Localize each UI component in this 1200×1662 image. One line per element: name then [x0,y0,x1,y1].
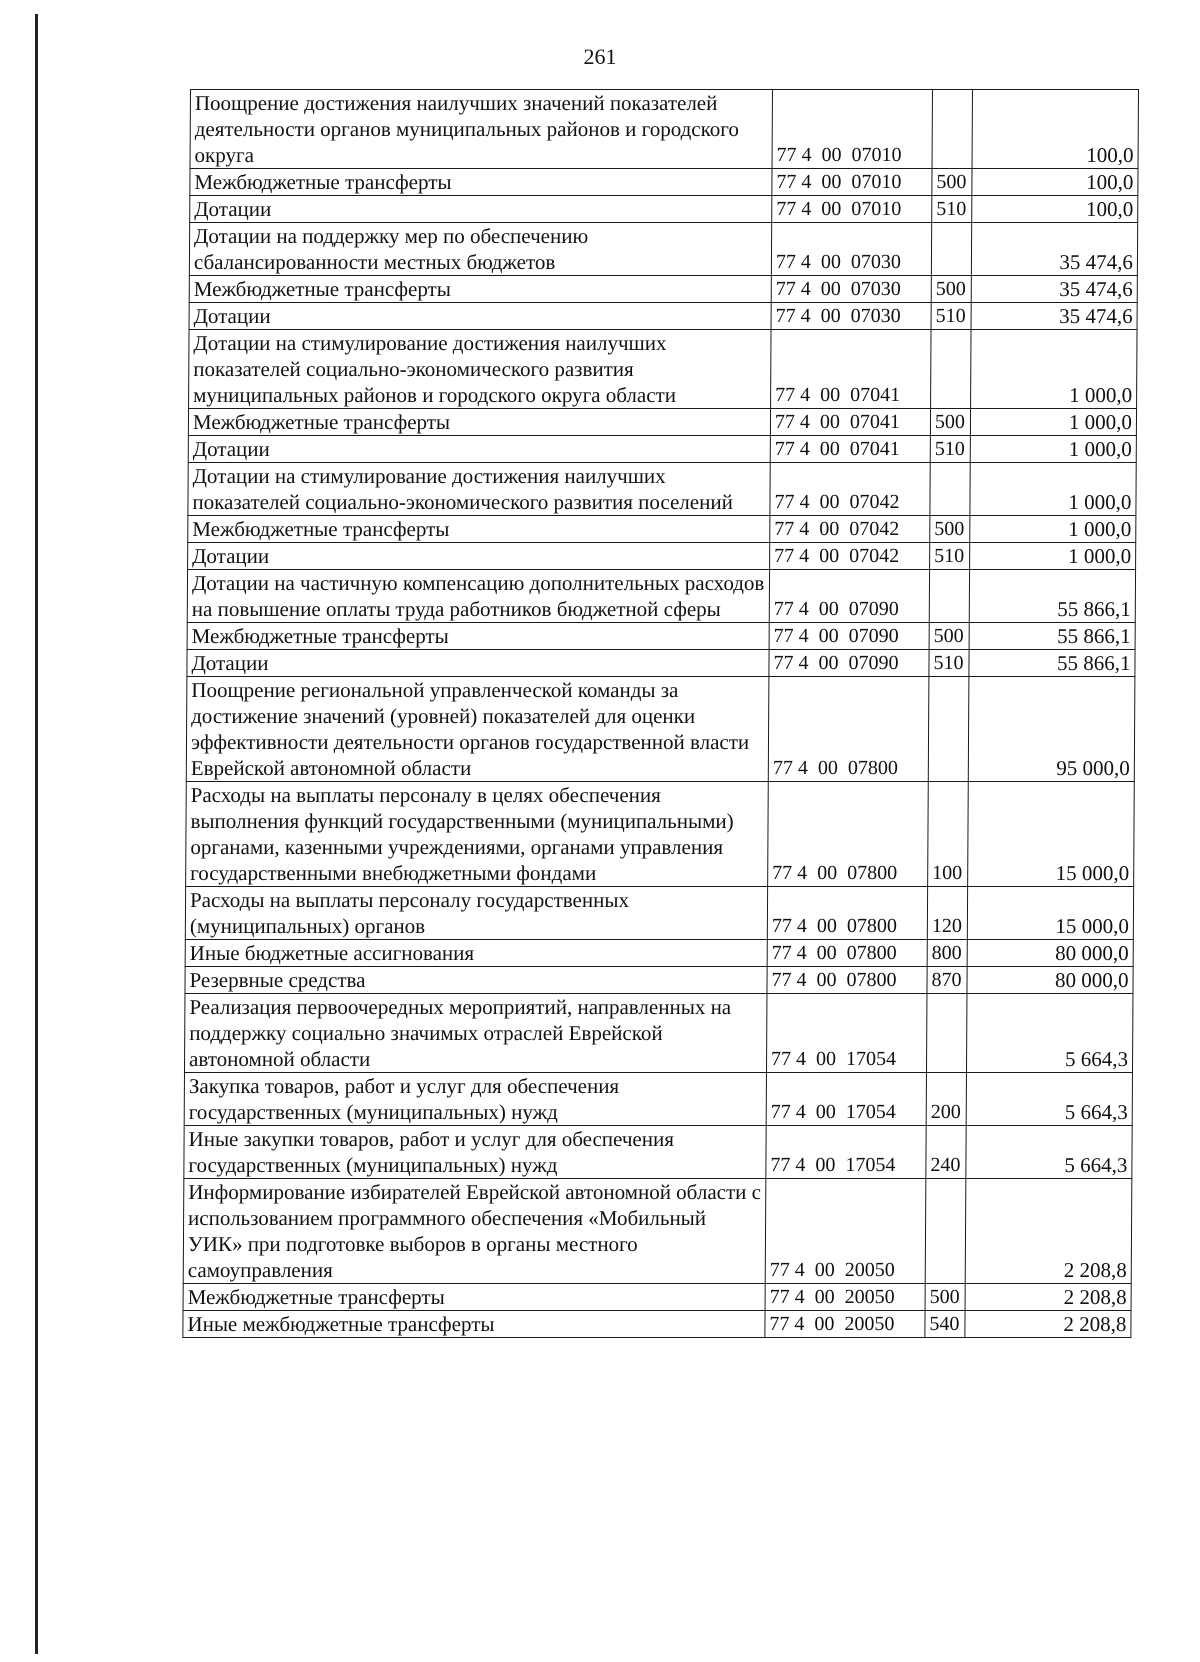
cell-name: Резервные средства [185,967,767,994]
cell-name: Реализация первоочередных мероприятий, направленных на поддержку социально значимых отраслей Еврейской автономной области [184,994,766,1073]
cell-type: 800 [927,940,967,967]
cell-sum: 1 000,0 [970,543,1136,570]
cell-sum: 1 000,0 [971,330,1137,409]
cell-code: 77 4 00 20050 [765,1284,925,1311]
table-row [187,570,1135,623]
cell-code: 77 4 00 20050 [765,1179,926,1284]
binding-edge-line [35,14,38,1654]
cell-name: Поощрение региональной управленческой команды за достижение значений (уровней) показателей для оценки эффективности деятельности органов государственной власти Еврейской автономной области [186,677,769,782]
cell-code: 77 4 00 17054 [766,994,926,1073]
cell-type [929,570,969,623]
table-row [190,196,1138,223]
cell-code: 77 4 00 17054 [766,1126,926,1179]
table-row [189,223,1137,276]
cell-type [931,330,971,409]
table-row [183,1311,1131,1338]
cell-type: 500 [932,169,972,196]
cell-sum: 5 664,3 [966,994,1132,1073]
cell-type [932,90,972,169]
cell-sum: 15 000,0 [967,887,1133,940]
cell-sum: 55 866,1 [969,650,1135,677]
cell-name: Дотации [188,543,770,570]
cell-code: 77 4 00 07010 [772,196,932,223]
cell-sum: 35 474,6 [971,303,1137,330]
cell-name: Межбюджетные трансферты [187,623,769,650]
cell-code: 77 4 00 07041 [770,409,930,436]
cell-name: Межбюджетные трансферты [188,409,770,436]
cell-type: 510 [930,543,970,570]
cell-sum: 35 474,6 [971,223,1137,276]
cell-name: Межбюджетные трансферты [183,1284,765,1311]
cell-code: 77 4 00 07042 [770,543,930,570]
cell-sum: 5 664,3 [966,1126,1132,1179]
table-row [188,516,1136,543]
cell-name: Информирование избирателей Еврейской автономной области с использованием программного обеспечения «Мобильный УИК» при подготовке выборов в органы местного самоуправления [183,1179,766,1284]
cell-type: 510 [932,196,972,223]
cell-type [931,223,971,276]
cell-sum: 2 208,8 [965,1284,1131,1311]
cell-type [928,677,969,782]
cell-code: 77 4 00 07090 [769,570,929,623]
cell-code: 77 4 00 07800 [767,967,927,994]
cell-code: 77 4 00 07042 [770,516,930,543]
cell-type: 510 [929,650,969,677]
cell-type: 500 [929,623,969,650]
cell-sum: 80 000,0 [967,967,1133,994]
cell-name: Закупка товаров, работ и услуг для обеспечения государственных (муниципальных) нужд [184,1073,766,1126]
table-row [186,677,1135,782]
cell-sum: 15 000,0 [968,782,1135,887]
cell-type [926,994,966,1073]
cell-type [925,1179,966,1284]
cell-name: Расходы на выплаты персоналу государственных (муниципальных) органов [185,887,767,940]
cell-type: 120 [927,887,967,940]
cell-sum: 80 000,0 [967,940,1133,967]
cell-code: 77 4 00 07800 [768,677,929,782]
cell-name: Иные бюджетные ассигнования [185,940,767,967]
cell-sum: 100,0 [972,169,1138,196]
cell-type: 510 [930,436,970,463]
cell-sum: 55 866,1 [969,570,1135,623]
cell-type: 240 [926,1126,966,1179]
table-row [183,1284,1131,1311]
cell-type: 500 [930,409,970,436]
cell-name: Иные закупки товаров, работ и услуг для обеспечения государственных (муниципальных) нужд [184,1126,766,1179]
table-row [189,330,1137,409]
cell-sum: 1 000,0 [970,463,1136,516]
cell-sum: 2 208,8 [965,1179,1132,1284]
cell-type: 540 [925,1311,965,1338]
table-row [188,543,1136,570]
budget-table-body [183,90,1139,1338]
table-row [187,623,1135,650]
cell-type: 500 [925,1284,965,1311]
cell-sum: 1 000,0 [970,516,1136,543]
table-row [184,1073,1132,1126]
table-row [184,994,1132,1073]
table-row [188,409,1136,436]
cell-name: Поощрение достижения наилучших значений показателей деятельности органов муниципальных районов и городского округа [190,90,772,169]
cell-sum: 1 000,0 [970,436,1136,463]
cell-sum: 55 866,1 [969,623,1135,650]
table-row [183,1179,1132,1284]
cell-code: 77 4 00 07800 [768,782,929,887]
cell-code: 77 4 00 07010 [772,169,932,196]
cell-name: Дотации [187,650,769,677]
cell-name: Дотации на поддержку мер по обеспечению сбалансированности местных бюджетов [189,223,771,276]
table-row [184,1126,1132,1179]
cell-sum: 1 000,0 [970,409,1136,436]
table-row [188,463,1136,516]
cell-name: Иные межбюджетные трансферты [183,1311,765,1338]
cell-sum: 2 208,8 [965,1311,1131,1338]
budget-table [182,89,1139,1338]
table-row [186,782,1135,887]
cell-name: Межбюджетные трансферты [189,276,771,303]
cell-name: Дотации на стимулирование достижения наилучших показателей социально-экономического развития муниципальных районов и городского округа области [189,330,771,409]
table-row [189,303,1137,330]
table-row [187,650,1135,677]
cell-sum: 5 664,3 [966,1073,1132,1126]
cell-sum: 100,0 [972,196,1138,223]
cell-sum: 100,0 [972,90,1138,169]
cell-code: 77 4 00 17054 [766,1073,926,1126]
cell-code: 77 4 00 07030 [771,223,931,276]
cell-code: 77 4 00 07041 [771,330,931,409]
cell-name: Дотации [190,196,772,223]
table-row [190,90,1138,169]
cell-name: Межбюджетные трансферты [188,516,770,543]
cell-code: 77 4 00 07800 [767,887,927,940]
cell-type: 500 [931,276,971,303]
cell-code: 77 4 00 07042 [770,463,930,516]
table-row [185,940,1133,967]
cell-type: 100 [928,782,969,887]
cell-name: Межбюджетные трансферты [190,169,772,196]
cell-code: 77 4 00 07090 [769,623,929,650]
cell-code: 77 4 00 20050 [765,1311,925,1338]
cell-type: 870 [927,967,967,994]
cell-name: Расходы на выплаты персоналу в целях обеспечения выполнения функций государственными (муниципальными) органами, казенными учреждениями, органами управления государственными внебюджетными фондами [186,782,769,887]
cell-code: 77 4 00 07800 [767,940,927,967]
table-row [185,887,1133,940]
table-row [190,169,1138,196]
cell-code: 77 4 00 07030 [771,276,931,303]
table-row [185,967,1133,994]
page-number: 261 [583,44,617,69]
table-row [189,276,1137,303]
table-row [188,436,1136,463]
cell-type [930,463,970,516]
cell-sum: 35 474,6 [971,276,1137,303]
cell-type: 510 [931,303,971,330]
cell-type: 500 [930,516,970,543]
cell-type: 200 [926,1073,966,1126]
cell-name: Дотации [189,303,771,330]
cell-name: Дотации на частичную компенсацию дополнительных расходов на повышение оплаты труда работников бюджетной сферы [187,570,769,623]
cell-sum: 95 000,0 [968,677,1135,782]
cell-name: Дотации на стимулирование достижения наилучших показателей социально-экономического развития поселений [188,463,770,516]
cell-code: 77 4 00 07030 [771,303,931,330]
cell-code: 77 4 00 07010 [772,90,932,169]
cell-code: 77 4 00 07090 [769,650,929,677]
cell-code: 77 4 00 07041 [770,436,930,463]
cell-name: Дотации [188,436,770,463]
